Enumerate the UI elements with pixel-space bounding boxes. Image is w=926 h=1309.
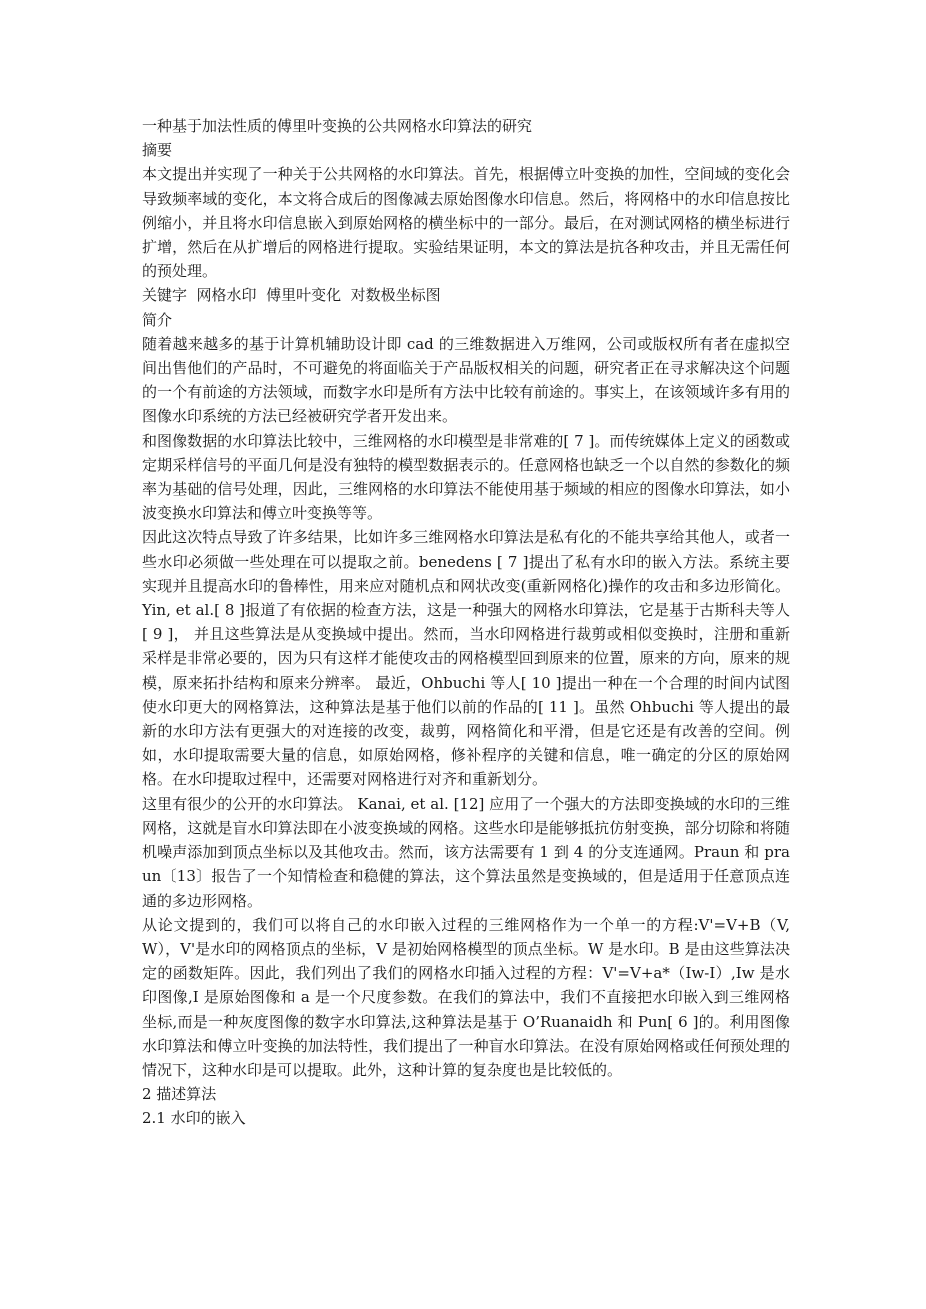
document-body [142, 114, 790, 1131]
subsection-heading: 2.1 水印的嵌入 [142, 1109, 246, 1128]
section-heading: 2 描述算法 [142, 1085, 217, 1104]
intro-heading: 简介 [142, 310, 173, 329]
body-paragraph: 从论文提到的，我们可以将自己的水印嵌入过程的三维网格作为一个单一的方程:V'=V+B（V,W），V'是水印的网格顶点的坐标，V 是初始网格模型的顶点坐标。W 是水印。B 是由这些算法决定的函数矩阵。因此，我们列出了我们的网格水印插入过程的方程：V'=V+a*（Iw-I）,Iw 是水印图像,I 是原始图像和 a 是一个尺度参数。在我们的算法中，我们不直接把水印嵌入到三维网格坐标,而是一种灰度图像的数字水印算法,这种算法是基于 O’Ruanaidh 和 Pun[ 6 ]的。利用图像水印算法和傅立叶变换的加法特性，我们提出了一种盲水印算法。在没有原始网格或任何预处理的情况下，这种水印是可以提取。此外，这种计算的复杂度也是比较低的。 [142, 915, 790, 1079]
document-title: 一种基于加法性质的傅里叶变换的公共网格水印算法的研究 [142, 117, 533, 135]
body-paragraph: 和图像数据的水印算法比较中，三维网格的水印模型是非常难的[ 7 ]。而传统媒体上定义的函数或定期采样信号的平面几何是没有独特的模型数据表示的。任意网格也缺乏一个以自然的参数化的频率为基础的信号处理，因此，三维网格的水印算法不能使用基于频域的相应的图像水印算法，如小波变换水印算法和傅立叶变换等等。 [142, 431, 790, 523]
keywords: 关键字 网格水印 傅里叶变化 对数极坐标图 [142, 286, 441, 305]
abstract-heading: 摘要 [142, 141, 173, 160]
body-paragraph: 随着越来越多的基于计算机辅助设计即 cad 的三维数据进入万维网，公司或版权所有者在虚拟空间出售他们的产品时，不可避免的将面临关于产品版权相关的问题，研究者正在寻求解决这个问题的一个有前途的方法领域，而数字水印是所有方法中比较有前途的。事实上，在该领域许多有用的图像水印系统的方法已经被研究学者开发出来。 [142, 334, 790, 426]
abstract-paragraph: 本文提出并实现了一种关于公共网格的水印算法。首先，根据傅立叶变换的加性，空间域的变化会导致频率域的变化，本文将合成后的图像减去原始图像水印信息。然后，将网格中的水印信息按比例缩小，并且将水印信息嵌入到原始网格的横坐标中的一部分。最后，在对测试网格的横坐标进行扩增，然后在从扩增后的网格进行提取。实验结果证明，本文的算法是抗各种攻击，并且无需任何的预处理。 [142, 165, 790, 281]
body-paragraph: 因此这次特点导致了许多结果，比如许多三维网格水印算法是私有化的不能共享给其他人，或者一些水印必须做一些处理在可以提取之前。benedens [ 7 ]提出了私有水印的嵌入方法。系统主要实现并且提高水印的鲁棒性，用来应对随机点和网状改变(重新网格化)操作的攻击和多边形简化。Yin, et al.[ 8 ]报道了有依据的检查方法，这是一种强大的网格水印算法，它是基于古斯科夫等人[ 9 ]， 并且这些算法是从变换域中提出。然而，当水印网格进行裁剪或相似变换时，注册和重新采样是非常必要的，因为只有这样才能使攻击的网格模型回到原来的位置，原来的方向，原来的规模，原来拓扑结构和原来分辨率。 最近，Ohbuchi 等人[ 10 ]提出一种在一个合理的时间内试图使水印更大的网格算法，这种算法是基于他们以前的作品的[ 11 ]。虽然 Ohbuchi 等人提出的最新的水印方法有更强大的对连接的改变，裁剪，网格简化和平滑，但是它还是有改善的空间。例如，水印提取需要大量的信息，如原始网格，修补程序的关键和信息，唯一确定的分区的原始网格。在水印提取过程中，还需要对网格进行对齐和重新划分。 [142, 528, 790, 789]
body-paragraph: 这里有很少的公开的水印算法。 Kanai, et al. [12] 应用了一个强大的方法即变换域的水印的三维网格，这就是盲水印算法即在小波变换域的网格。这些水印是能够抵抗仿射变换，部分切除和将随机噪声添加到顶点坐标以及其他攻击。然而，该方法需要有 1 到 4 的分支连通网。Praun 和 praun〔13〕报告了一个知情检查和稳健的算法，这个算法虽然是变换域的，但是适用于任意顶点连通的多边形网格。 [142, 794, 790, 910]
